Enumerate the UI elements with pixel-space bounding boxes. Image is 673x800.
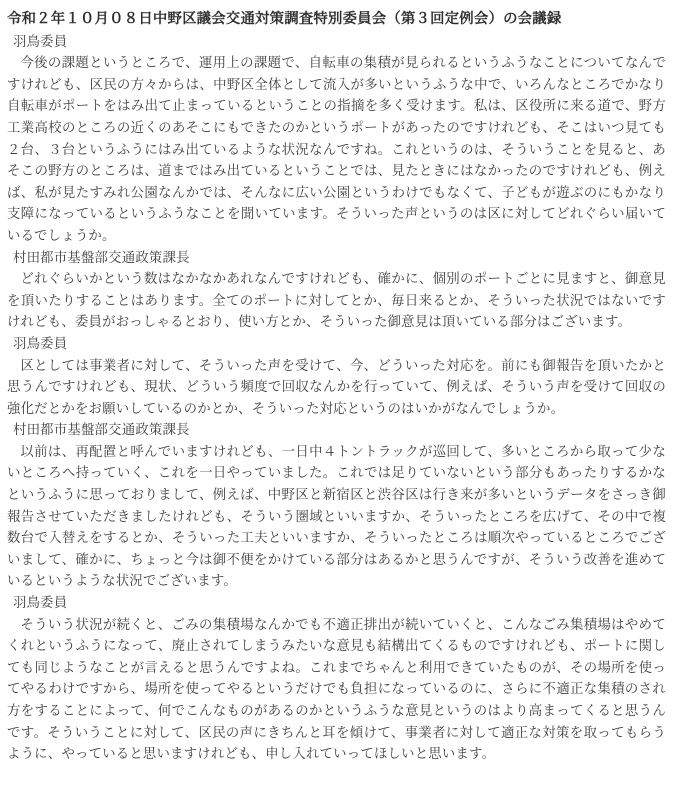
- speech-block: [7, 333, 666, 419]
- speech-paragraph: 以前は、再配置と呼んでいますけれども、一日中４トントラックが巡回して、多いところから取って少ないところへ持っていく、これを一日やっていました。これでは足りていないという部分もあったりするかなというふうに思っておりまして、例えば、中野区と新宿区と渋谷区は行き来が多いというデータをさっき御報告させていただきましたけれども、そういう圏域といいますか、そういったところを広げて、その中で複数台で入替えをするとか、そういった工夫といいますか、そういったところは順次やっているところでございまして、確かに、ちょっと今は御不便をかけている部分はあるかと思うんですが、そういう改善を進めているというような状況でございます。: [7, 443, 666, 589]
- speaker-name: 羽鳥委員: [13, 335, 68, 351]
- speech-paragraph: どれぐらいかという数はなかなかあれなんですけれども、確かに、個別のポートごとに見ますと、御意見を頂いたりすることはあります。全てのポートに対してとか、毎日来るとか、そういった状況ではないですけれども、委員がおっしゃるとおり、使い方とか、そういった御意見は頂いている部分はございます。: [7, 271, 666, 330]
- speech-paragraph: そういう状況が続くと、ごみの集積場なんかでも不適正排出が続いていくと、こんなごみ集積場はやめてくれというふうになって、廃止されてしまうみたいな意見も結構出てくるものですけれども、ポートに関しても同じようなことが言えると思うんですよね。これまでちゃんと利用できていたものが、その場所を使ってやるわけですから、場所を使ってやるというだけでも負担になっているのに、さらに不適正な集積のされ方をすることによって、何でこんなものがあるのかというふうな意見というのはより高まってくると思うんです。そういうことに対して、区民の声にきちんと耳を傾けて、事業者に対して適正な対策を取ってもらうように、やっていると思いますけれども、申し入れていってほしいと思います。: [7, 616, 666, 762]
- speaker-name: 羽鳥委員: [13, 33, 68, 49]
- speaker-name: 村田都市基盤部交通政策課長: [13, 422, 190, 438]
- speaker-name: 村田都市基盤部交通政策課長: [13, 249, 190, 265]
- speech-paragraph: 区としては事業者に対して、そういった声を受けて、今、どういった対応を。前にも御報告を頂いたかと思うんですけれども、現状、どういう頻度で回収なんかを行っていて、例えば、そういう声を受けて回収の強化だとかをお願いしているのかとか、そういった対応というのはいかがなんでしょうか。: [7, 357, 666, 416]
- speech-paragraph: 今後の課題というところで、運用上の課題で、自転車の集積が見られるというふうなことについてなんですけれども、区民の方々からは、中野区全体として流入が多いというふうな中で、いろんなところでかなり自転車がポートをはみ出て止まっているということの指摘を多く受けます。私は、区役所に来る道で、野方工業高校のところの近くのあそこにもできたのかというポートがあったのですけれども、そこはいつ見ても２台、３台というふうにはみ出ているような状況なんですね。これというのは、そういうことを見ると、あそこの野方のところは、道まではみ出ているということでは、見たときにはなかったのですけれども、例えば、私が見たすみれ公園なんかでは、そんなに広い公園というわけでもなくて、子どもが遊ぶのにもかなり支障になっているというふうなことを聞いています。そういった声というのは区に対してどれぐらい届いているでしょうか。: [7, 55, 666, 243]
- speech-block: [7, 247, 666, 333]
- speech-block: [7, 31, 666, 247]
- speech-block: [7, 419, 666, 592]
- speaker-name: 羽鳥委員: [13, 595, 68, 611]
- document-title: 令和２年１０月０８日中野区議会交通対策調査特別委員会（第３回定例会）の会議録: [7, 11, 562, 27]
- speech-block: [7, 592, 666, 765]
